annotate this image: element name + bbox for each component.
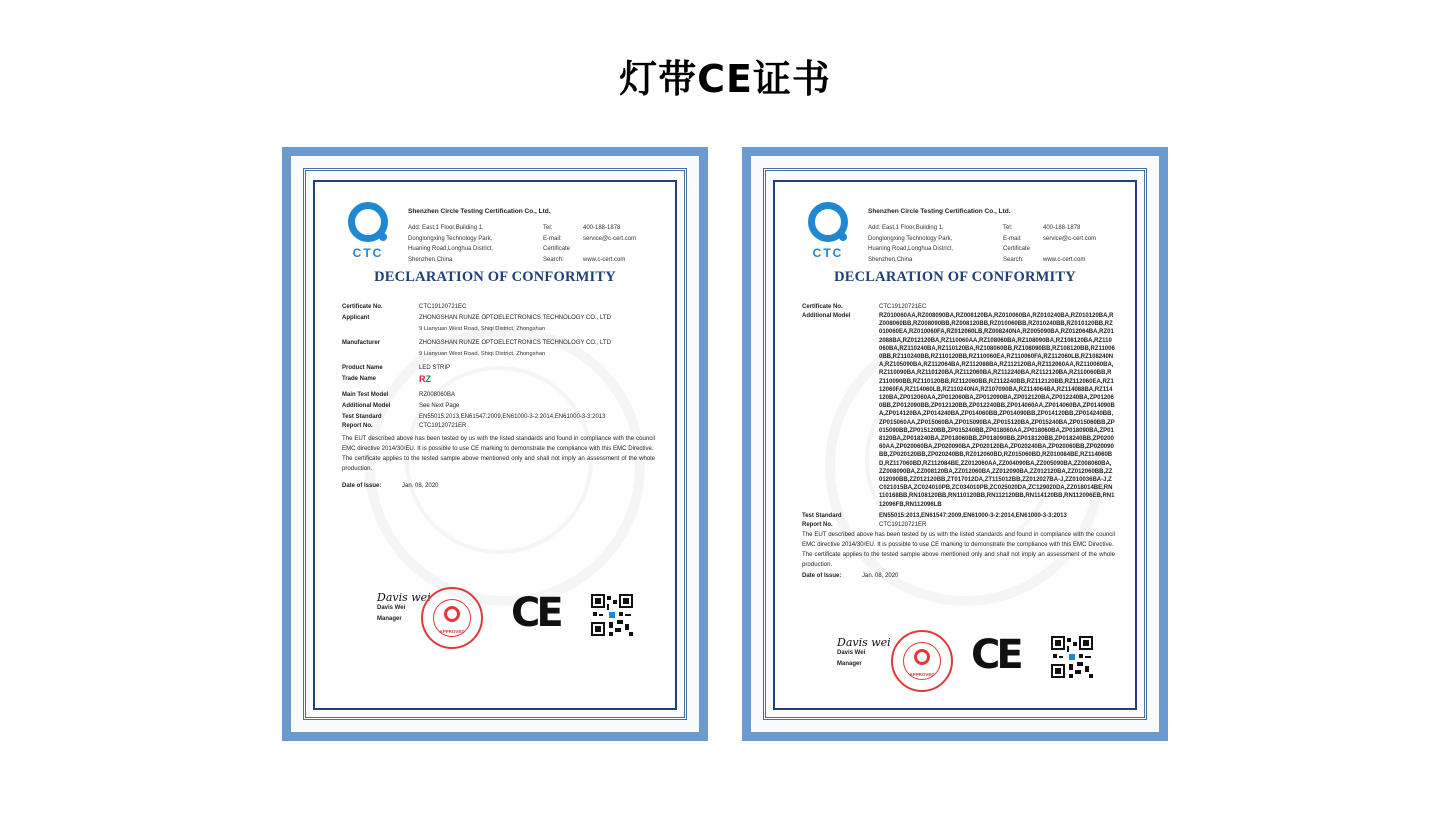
report-no: CTC19120721ER	[879, 521, 927, 528]
ctc-logo: CTC	[345, 202, 391, 260]
applicant: ZHONGSHAN RUNZE OPTOELECTRONICS TECHNOLOGY CO., LTD	[419, 315, 611, 321]
certificate-fields: Certificate No. CTC19120721EC Applicant ZHONGSHAN RUNZE OPTOELECTRONICS TECHNOLOGY CO., LTD 9 Lianyuan West Road, Shiqi District, Zhongshan Manufacturer ZHONGSHAN RUNZE OPTOELECTRONICS TECHNOLOGY CO., LTD 9 Lianyuan West Road, Shiqi District, Zhongshan Product Name LED STRIP Trade Name RZ Main Test Model RZ008060BA Additional Model See Next Page Test Standard EN55015:2013,EN61547:2009,EN61000-3-2:2014,EN61000-3-3:2013 Report No. CTC19120721ER The EUT described above has been tested by us with the listed standards and found in compliance with the council EMC directive 2014/30/EU. It is possible to use CE marking to demonstrate the compliance with this EMC Directive. The certificate applies to the tested sample above mentioned only and shall not imply an assessment of the whole production. Date of Issue: Jan. 08, 2020	[342, 304, 655, 489]
contact-values: 400-188-1878 service@c-cert.com www.c-cert.com	[1043, 225, 1097, 263]
main-test-model: RZ008060BA	[419, 392, 456, 398]
contact-values: 400-188-1878 service@c-cert.com www.c-cert.com	[583, 225, 637, 263]
test-standard: EN55015:2013,EN61547:2009,EN61000-3-2:2014,EN61000-3-3:2013	[419, 414, 606, 420]
signature: Davis wei	[377, 591, 431, 604]
company-name: Shenzhen Circle Testing Certification Co., Ltd.	[868, 208, 1011, 215]
applicant-address: 9 Lianyuan West Road, Shiqi District, Zhongshan	[419, 326, 546, 332]
test-standard: EN55015:2013,EN61547:2009,EN61000-3-2:2014,EN61000-3-3:2013	[879, 512, 1067, 519]
ce-mark: CE	[971, 632, 1020, 678]
additional-model-list: RZ010060AA,RZ008090BA,RZ008120BA,RZ010060BA,RZ010240BA,RZ010120BA,RZ008060BB,RZ008090BB,RZ008120BB,RZ010060BB,RZ010240BB,RZ010120BB,RZ010060EA,RZ010060FA,RZ012060LB,RZ008240NA,RZ005090BA,RZ012064BA,RZ012088BA,RZ012120BA,RZ110060AA,RZ108060BA,RZ108090BA,RZ108120BA,RZ110060BA,RZ110240BA,RZ110120BA,RZ108060BB,RZ108090BB,RZ108120BB,RZ110060BB,RZ110240BB,RZ110120BB,RZ110060EA,RZ110060FA,RZ112060LB,RZ108240NA,RZ105090BA,RZ112064BA,RZ112088BA,RZ112120BA,RZ112060AA,RZ110060BA,RZ110090BA,RZ110120BA,RZ112060BA,RZ112240BA,RZ112120BA,RZ110060BB,RZ110090BB,RZ110120BB,RZ112060BB,RZ112240BB,RZ112120BB,RZ112060EA,RZ112060FA,RZ114060LB,RZ110240NA,RZ107090BA,RZ114064BA,RZ114088BA,RZ114120BA,ZP012060AA,ZP012060BA,ZP012090BA,ZP012120BA,ZP012240BA,ZP012060BB,ZP012090BB,ZP012120BB,ZP012240BB,ZP014060AA,ZP014060BA,ZP014090BA,ZP014120BA,ZP014240BA,ZP014060BB,ZP014090BB,ZP014120BB,ZP014240BB,ZP015060AA,ZP015060BA,ZP015090BA,ZP015120BA,ZP015240BA,ZP015060BB,ZP015090BB,ZP015120BB,ZP015240BB,ZP018060AA,ZP018060BA,ZP018090BA,ZP018120BA,ZP018240BA,ZP018060BB,ZP018090BB,ZP018120BB,ZP018240BB,ZP020060AA,ZP020060BA,ZP020090BA,ZP020120BA,ZP020240BA,ZP020060BB,ZP020090BB,ZP020120BB,ZP020240BB,RZ012060BD,RZ015060BD,RZ010084BE,RZ114060BD,RZ117060BD,RZ112084BE,ZZ012060AA,ZZ004090BA,ZZ005090BA,ZZ008060BA,ZZ008090BA,ZZ008120BA,ZZ012060BA,ZZ012090BA,ZZ012120BA,ZZ012060BB,ZZ012090BB,ZZ012120BB,ZT017012DA,ZT115012BB,ZZ012027BA-J,ZZ010036BA-J,ZC021015BA,ZC024010PB,ZC034010PB,ZC025020DA,ZC129020DA,ZZ018014BE,RN110168BB,RN108120BB,RN110120BB,RN112120BB,RN114120BB,RN112096EB,RN112096FB,RN112096LB	[879, 313, 1115, 508]
trade-logo: RZ	[419, 374, 431, 384]
company-name: Shenzhen Circle Testing Certification Co., Ltd.	[408, 208, 551, 215]
certificate-paper	[751, 156, 1159, 732]
certificate-page-2	[742, 147, 1168, 741]
scope-text: The certificate applies to the tested sample above mentioned only and shall not imply an assessment of the whole production.	[342, 455, 655, 472]
date-of-issue: Jan. 08, 2020	[402, 483, 439, 489]
contact-labels: Tel: E-mail: Certificate Search:	[1003, 225, 1031, 263]
additional-model: See Next Page	[419, 403, 460, 409]
page-title: 灯带CE证书	[619, 57, 831, 101]
certificate-fields: Certificate No. CTC19120721EC Additional Model RZ010060AA,RZ008090BA,RZ008120BA,RZ010060BA,RZ010240BA,RZ010120BA,RZ008060BB,RZ008090BB,RZ008120BB,RZ010060BB,RZ010240BB,RZ010120BB,RZ010060EA,RZ010060FA,RZ012060LB,RZ008240NA,RZ005090BA,RZ012064BA,RZ012088BA,RZ012120BA,RZ110060AA,RZ108060BA,RZ108090BA,RZ108120BA,RZ110060BA,RZ110240BA,RZ110120BA,RZ108060BB,RZ108090BB,RZ108120BB,RZ110060BB,RZ110240BB,RZ110120BB,RZ110060EA,RZ110060FA,RZ112060LB,RZ108240NA,RZ105090BA,RZ112064BA,RZ112088BA,RZ112120BA,RZ112060AA,RZ110060BA,RZ110090BA,RZ110120BA,RZ112060BA,RZ112240BA,RZ112120BA,RZ110060BB,RZ110090BB,RZ110120BB,RZ112060BB,RZ112240BB,RZ112120BB,RZ112060EA,RZ112060FA,RZ114060LB,RZ110240NA,RZ107090BA,RZ114064BA,RZ114088BA,RZ114120BA,ZP012060AA,ZP012060BA,ZP012090BA,ZP012120BA,ZP012240BA,ZP012060BB,ZP012090BB,ZP012120BB,ZP012240BB,ZP014060AA,ZP014060BA,ZP014090BA,ZP014120BA,ZP014240BA,ZP014060BB,ZP014090BB,ZP014120BB,ZP014240BB,ZP015060AA,ZP015060BA,ZP015090BA,ZP015120BA,ZP015240BA,ZP015060BB,ZP015090BB,ZP015120BB,ZP015240BB,ZP018060AA,ZP018060BA,ZP018090BA,ZP018120BA,ZP018240BA,ZP018060BB,ZP018090BB,ZP018120BB,ZP018240BB,ZP020060AA,ZP020060BA,ZP020090BA,ZP020120BA,ZP020240BA,ZP020060BB,ZP020090BB,ZP020120BB,ZP020240BB,RZ012060BD,RZ015060BD,RZ010084BE,RZ114060BD,RZ117060BD,RZ112084BE,ZZ012060AA,ZZ004090BA,ZZ005090BA,ZZ008060BA,ZZ008090BA,ZZ008120BA,ZZ012060BA,ZZ012090BA,ZZ012120BA,ZZ012060BB,ZZ012090BB,ZZ012120BB,ZT017012DA,ZT115012BB,ZZ012027BA-J,ZZ010036BA-J,ZC021015BA,ZC024010PB,ZC034010PB,ZC025020DA,ZC129020DA,ZZ018014BE,RN110168BB,RN108120BB,RN110120BB,RN112120BB,RN114120BB,RN112096EB,RN112096FB,RN112096LB Test Standard EN55015:2013,EN61547:2009,EN61000-3-2:2014,EN61000-3-3:2013 Report No. CTC19120721ER The EUT described above has been tested by us with the listed standards and found in compliance with the council EMC directive 2014/30/EU. It is possible to use CE marking to demonstrate the compliance with this EMC Directive. The certificate applies to the tested sample above mentioned only and shall not imply an assessment of the whole production. Date of Issue: Jan. 08, 2020	[802, 304, 1115, 579]
ctc-logo-icon	[348, 202, 388, 242]
certificate-heading: DECLARATION OF CONFORMITY	[834, 269, 1076, 285]
product-name: LED STRIP	[419, 365, 451, 371]
ctc-logo: CTC	[805, 202, 851, 260]
company-address: Add: East,1 Floor,Building 1, Donglongxing Technology Park, Huaning Road,Longhua District, Shenzhen,China	[408, 225, 494, 263]
certificate-no: CTC19120721EC	[879, 304, 927, 310]
compliance-text: The EUT described above has been tested by us with the listed standards and found in compliance with the council EMC directive 2014/30/EU. It is possible to use CE marking to demonstrate the compliance with this EMC Directive.	[342, 435, 655, 452]
signature-block: Davis wei Davis Wei Manager	[837, 636, 891, 667]
certificate-no: CTC19120721EC	[419, 304, 467, 310]
report-no: CTC19120721ER	[419, 423, 467, 429]
signature-block: Davis wei Davis Wei Manager	[377, 591, 431, 622]
approved-stamp: APPROVED	[891, 630, 953, 692]
certificate-paper	[291, 156, 699, 732]
date-of-issue: Jan. 08, 2020	[862, 572, 899, 579]
ce-mark: CE	[511, 590, 560, 636]
certificate-heading: DECLARATION OF CONFORMITY	[374, 269, 616, 285]
signature: Davis wei	[837, 636, 891, 649]
certificate-page-1	[282, 147, 708, 741]
ctc-logo-icon	[808, 202, 848, 242]
manufacturer-address: 9 Lianyuan West Road, Shiqi District, Zhongshan	[419, 351, 546, 357]
certificate-body	[773, 180, 1137, 710]
contact-labels: Tel: E-mail: Certificate Search:	[543, 225, 571, 263]
compliance-text: The EUT described above has been tested by us with the listed standards and found in compliance with the council EMC directive 2014/30/EU. It is possible to use CE marking to demonstrate the compliance with this EMC Directive.	[802, 530, 1115, 548]
certificate-body	[313, 180, 677, 710]
scope-text: The certificate applies to the tested sample above mentioned only and shall not imply an assessment of the whole production.	[802, 550, 1115, 568]
approved-stamp: APPROVED	[421, 587, 483, 649]
qr-code-icon	[591, 594, 633, 636]
qr-code-icon	[1051, 636, 1093, 678]
company-address: Add: East,1 Floor,Building 1, Donglongxing Technology Park, Huaning Road,Longhua District, Shenzhen,China	[868, 225, 954, 263]
manufacturer: ZHONGSHAN RUNZE OPTOELECTRONICS TECHNOLOGY CO., LTD	[419, 340, 611, 346]
